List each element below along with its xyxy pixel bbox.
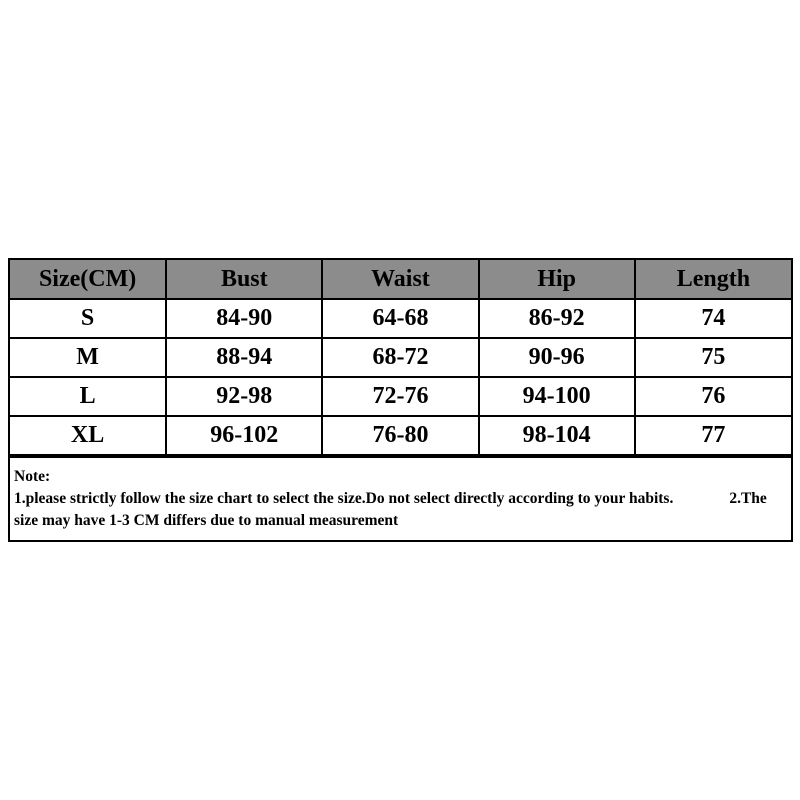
cell-hip: 90-96 bbox=[479, 338, 635, 377]
note-heading: Note: bbox=[14, 468, 51, 485]
note-line-1: 1.please strictly follow the size chart to select the size.Do not select directly according to your habits. bbox=[14, 490, 674, 507]
table-row bbox=[10, 338, 791, 377]
cell-length: 76 bbox=[635, 377, 791, 416]
size-chart bbox=[8, 258, 793, 542]
cell-waist: 76-80 bbox=[322, 416, 478, 455]
cell-length: 77 bbox=[635, 416, 791, 455]
cell-hip: 94-100 bbox=[479, 377, 635, 416]
cell-size: M bbox=[10, 338, 166, 377]
note-line-2: 2.The size may have 1-3 CM differs due to manual measurement bbox=[14, 490, 767, 529]
header-row bbox=[10, 260, 791, 299]
cell-waist: 68-72 bbox=[322, 338, 478, 377]
cell-size: L bbox=[10, 377, 166, 416]
cell-bust: 84-90 bbox=[166, 299, 322, 338]
table-row bbox=[10, 299, 791, 338]
cell-hip: 98-104 bbox=[479, 416, 635, 455]
header-bust: Bust bbox=[166, 260, 322, 299]
header-waist: Waist bbox=[322, 260, 478, 299]
cell-waist: 72-76 bbox=[322, 377, 478, 416]
cell-length: 75 bbox=[635, 338, 791, 377]
cell-length: 74 bbox=[635, 299, 791, 338]
cell-bust: 88-94 bbox=[166, 338, 322, 377]
size-table bbox=[10, 260, 791, 456]
cell-waist: 64-68 bbox=[322, 299, 478, 338]
header-length: Length bbox=[635, 260, 791, 299]
note-box bbox=[10, 456, 791, 540]
cell-size: XL bbox=[10, 416, 166, 455]
cell-hip: 86-92 bbox=[479, 299, 635, 338]
header-hip: Hip bbox=[479, 260, 635, 299]
cell-bust: 96-102 bbox=[166, 416, 322, 455]
table-row bbox=[10, 377, 791, 416]
cell-size: S bbox=[10, 299, 166, 338]
header-size: Size(CM) bbox=[10, 260, 166, 299]
table-row bbox=[10, 416, 791, 455]
cell-bust: 92-98 bbox=[166, 377, 322, 416]
